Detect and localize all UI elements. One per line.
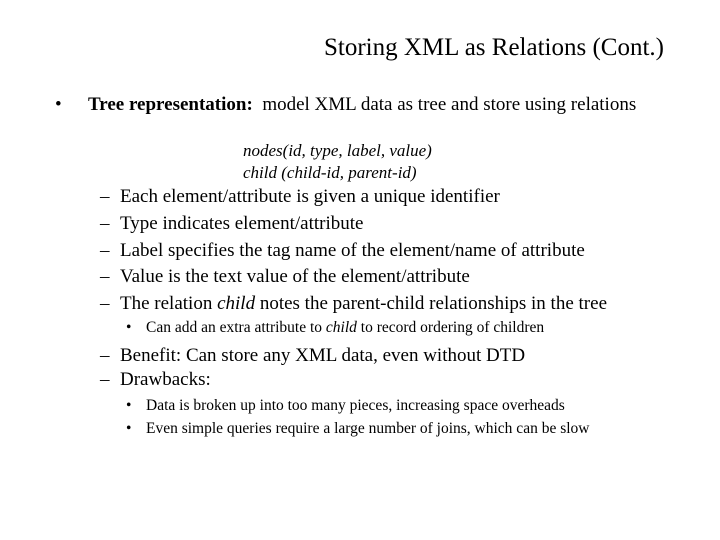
drawbacks-text: Drawbacks: [120, 369, 211, 390]
sub-item-text: Value is the text value of the element/attribute [120, 266, 470, 287]
dot-marker: • [126, 319, 132, 336]
text-pre: Can add an extra attribute to [146, 319, 326, 336]
dash-marker: – [100, 213, 110, 234]
schema-nodes: nodes(id, type, label, value) [243, 141, 432, 160]
schema-child: child (child-id, parent-id) [243, 163, 417, 182]
text-pre: The relation [120, 293, 218, 314]
sub-item-text: Label specifies the tag name of the element/name of attribute [120, 240, 585, 261]
dot-marker: • [126, 420, 132, 437]
dash-marker: – [100, 186, 110, 207]
dash-marker: – [100, 240, 110, 261]
text-post: to record ordering of children [356, 319, 545, 336]
dash-marker: – [100, 345, 110, 366]
main-bullet-label: Tree representation: [88, 94, 253, 115]
sub-item-text: Each element/attribute is given a unique identifier [120, 186, 500, 207]
drawback-point-text: Data is broken up into too many pieces, increasing space overheads [146, 397, 565, 414]
dot-marker: • [126, 397, 132, 414]
text-post: notes the parent-child relationships in the tree [255, 293, 607, 314]
dash-marker: – [100, 369, 110, 390]
benefit-text: Benefit: Can store any XML data, even without DTD [120, 345, 526, 366]
text-em: child [217, 293, 256, 314]
sub-item-text [120, 292, 607, 315]
bullet-marker: • [55, 94, 62, 115]
main-bullet-body: model XML data as tree and store using relations [262, 94, 637, 115]
child-note-text [146, 318, 646, 337]
sub-item-text: Type indicates element/attribute [120, 213, 364, 234]
dash-marker: – [100, 293, 110, 314]
main-bullet-text [88, 93, 658, 116]
dash-marker: – [100, 266, 110, 287]
drawback-point-text: Even simple queries require a large number of joins, which can be slow [146, 420, 590, 437]
text-em: child [325, 319, 357, 336]
slide-title: Storing XML as Relations (Cont.) [323, 34, 664, 61]
